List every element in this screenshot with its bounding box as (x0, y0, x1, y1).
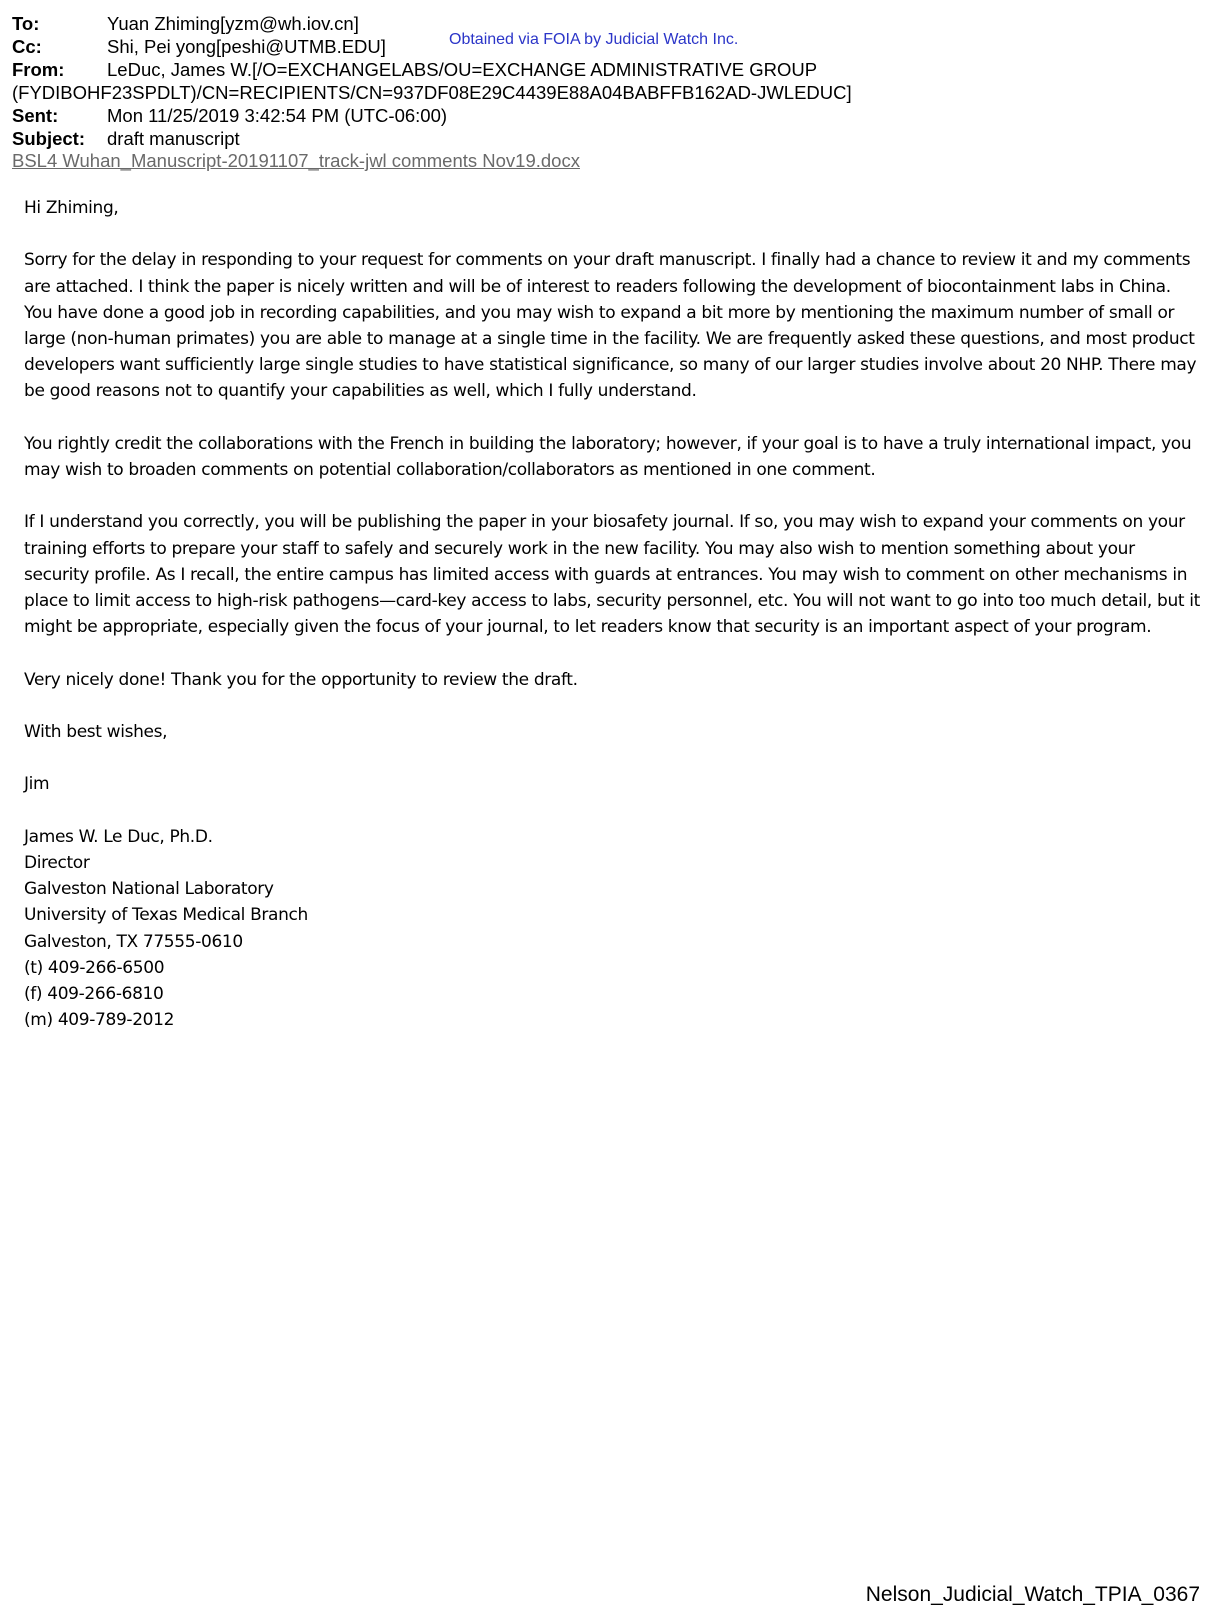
signature-org: Galveston National Laboratory (24, 879, 274, 900)
signature-phone-t: (t) 409-266-6500 (24, 957, 165, 978)
sent-label: Sent: (12, 105, 59, 126)
body-paragraph: You rightly credit the collaborations with the French in building the laboratory; however, if your goal is to have a truly international impact, you may wish to broaden comments on potential collaboration/collaborators as mentioned in one comment. (24, 433, 1192, 480)
signature-phone-f: (f) 409-266-6810 (24, 983, 164, 1004)
subject-label: Subject: (12, 128, 85, 149)
foia-stamp: Obtained via FOIA by Judicial Watch Inc. (449, 31, 739, 48)
to-label: To: (12, 13, 40, 34)
attachment-link[interactable]: BSL4 Wuhan_Manuscript-20191107_track-jwl comments Nov19.docx (12, 150, 580, 171)
from-row (12, 58, 1212, 81)
from-value: LeDuc, James W.[/O=EXCHANGELABS/OU=EXCHANGE ADMINISTRATIVE GROUP (107, 59, 818, 80)
cc-label: Cc: (12, 36, 42, 57)
from-value-continuation: (FYDIBOHF23SPDLT)/CN=RECIPIENTS/CN=937DF08E29C4439E88A04BABFFB162AD-JWLEDUC] (12, 82, 852, 103)
subject-row (12, 127, 1212, 150)
from-continuation-row (12, 81, 1212, 104)
email-body (24, 195, 1204, 1033)
sent-value: Mon 11/25/2019 3:42:54 PM (UTC-06:00) (107, 105, 448, 126)
subject-value: draft manuscript (107, 128, 240, 149)
closing: With best wishes, (24, 721, 168, 742)
signature-university: University of Texas Medical Branch (24, 905, 308, 926)
cc-value: Shi, Pei yong[peshi@UTMB.EDU] (107, 36, 386, 57)
sign-name: Jim (24, 774, 50, 795)
signature-name: James W. Le Duc, Ph.D. (24, 826, 213, 847)
from-label: From: (12, 59, 65, 80)
body-paragraph: If I understand you correctly, you will be publishing the paper in your biosafety journal. If so, you may wish to expand your comments on your training efforts to prepare your staff to safely and securely work in the new facility. You may also wish to mention something about your security profile. As I recall, the entire campus has limited access with guards at entrances. You may wish to comment on other mechanisms in place to limit access to high-risk pathogens—card-key access to labs, security personnel, etc. You will not want to go into too much detail, but it might be appropriate, especially given the focus of your journal, to let readers know that security is an important aspect of your program. (24, 512, 1200, 638)
signature-title: Director (24, 852, 90, 873)
bates-number: Nelson_Judicial_Watch_TPIA_0367 (865, 1583, 1200, 1606)
signature-block (24, 824, 1204, 1034)
to-value: Yuan Zhiming[yzm@wh.iov.cn] (107, 13, 359, 34)
sent-row (12, 104, 1212, 127)
body-paragraph: Very nicely done! Thank you for the opportunity to review the draft. (24, 669, 578, 690)
body-paragraph: Sorry for the delay in responding to your request for comments on your draft manuscript. I finally had a chance to review it and my comments are attached. I think the paper is nicely written and will be of interest to readers following the development of biocontainment labs in China. You have done a good job in recording capabilities, and you may wish to expand a bit more by mentioning the maximum number of small or large (non-human primates) you are able to manage at a single time in the facility. We are frequently asked these questions, and most product developers want sufficiently large single studies to have statistical significance, so many of our larger studies involve about 20 NHP. There may be good reasons not to quantify your capabilities as well, which I fully understand. (24, 250, 1197, 402)
signature-address: Galveston, TX 77555-0610 (24, 931, 243, 952)
greeting: Hi Zhiming, (24, 198, 119, 218)
signature-phone-m: (m) 409-789-2012 (24, 1010, 175, 1031)
